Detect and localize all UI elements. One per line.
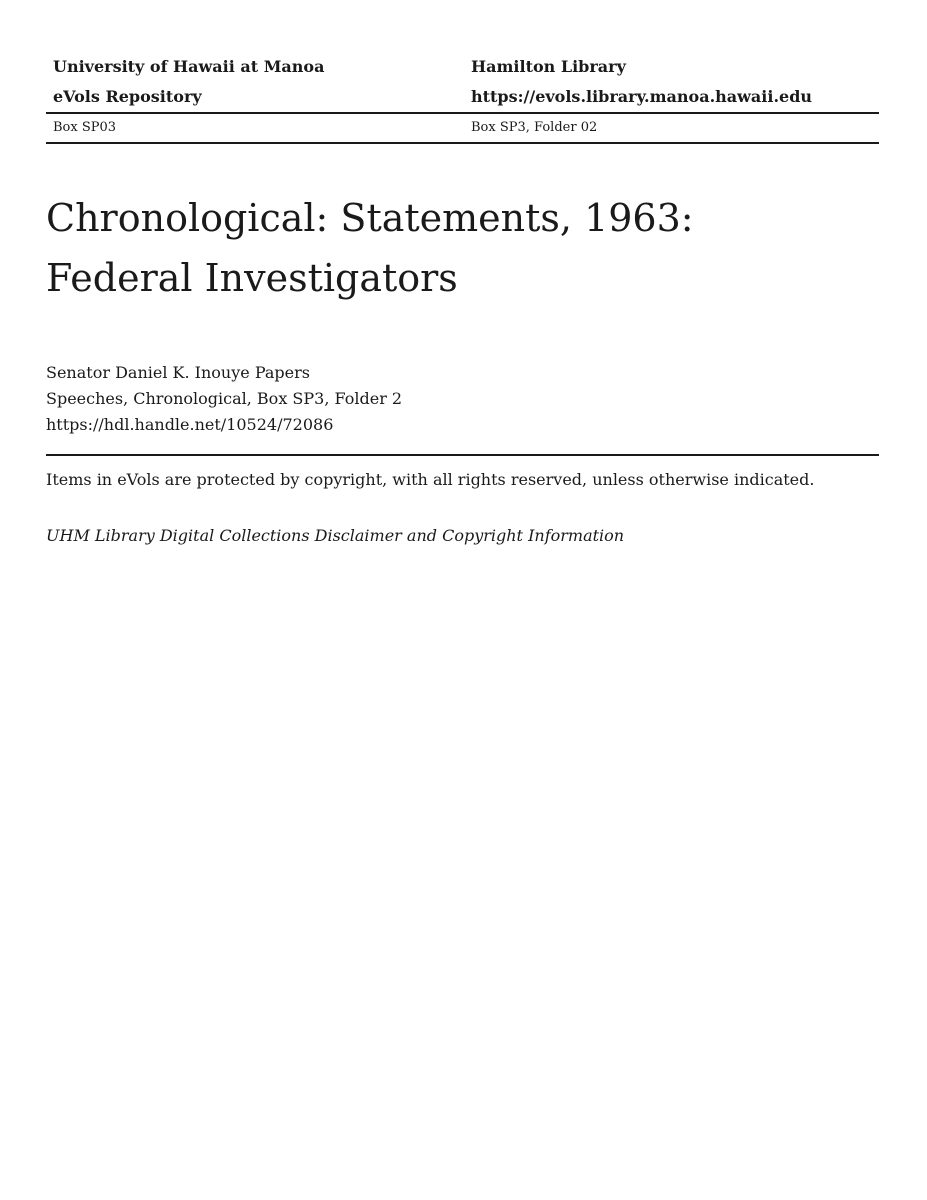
header-row-box [46, 114, 879, 142]
item-metadata [46, 360, 879, 438]
handle-link[interactable]: https://hdl.handle.net/10524/72086 [46, 415, 334, 434]
library-name: Hamilton Library [471, 57, 626, 76]
copyright-notice: Items in eVols are protected by copyright, with all rights reserved, unless otherwise indicated. [46, 470, 815, 489]
header-table [46, 52, 879, 144]
header-row-second [46, 82, 879, 112]
disclaimer-link[interactable]: UHM Library Digital Collections Disclaimer and Copyright Information [46, 526, 625, 545]
section-divider [46, 454, 879, 456]
folder-label: Box SP3, Folder 02 [471, 120, 598, 135]
document-page [46, 0, 879, 1200]
repository-name: eVols Repository [53, 87, 202, 106]
site-url-link[interactable]: https://evols.library.manoa.hawaii.edu [471, 87, 813, 106]
page-title [46, 188, 879, 308]
title-line-1: Chronological: Statements, 1963: [46, 196, 694, 240]
collection-name: Senator Daniel K. Inouye Papers [46, 363, 310, 382]
header-row-top [46, 52, 879, 82]
title-line-2: Federal Investigators [46, 256, 458, 300]
institution-name: University of Hawaii at Manoa [53, 57, 325, 76]
header-divider-bottom [46, 142, 879, 144]
series-description: Speeches, Chronological, Box SP3, Folder 2 [46, 389, 403, 408]
box-label: Box SP03 [53, 120, 117, 135]
